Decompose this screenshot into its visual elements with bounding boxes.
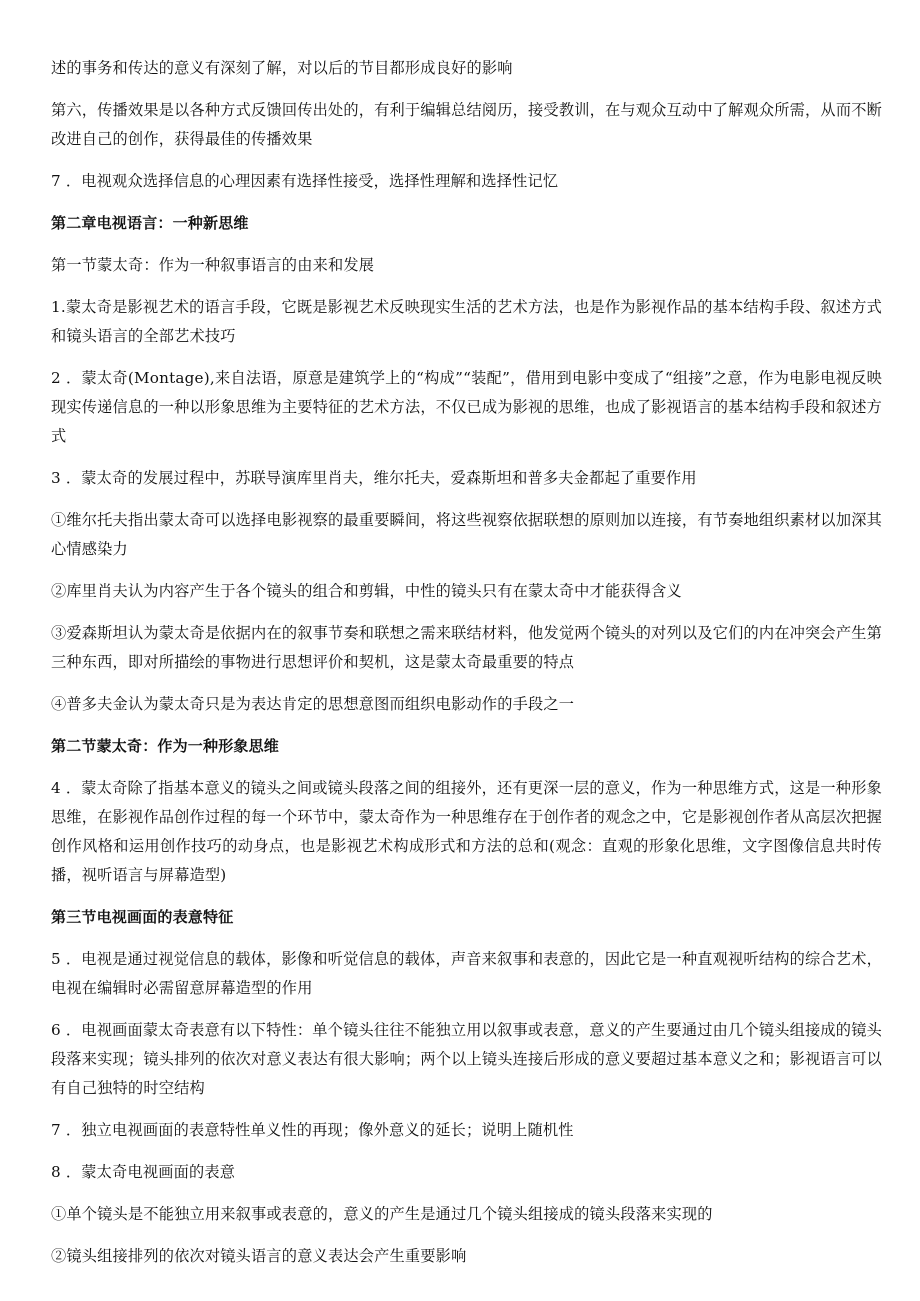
list-item: ①维尔托夫指出蒙太奇可以选择电影视察的最重要瞬间，将这些视察依据联想的原则加以连接，有节奏地组织素材以加深其心情感染力 <box>51 511 882 558</box>
list-item: ②镜头组接排列的依次对镜头语言的意义表达会产生重要影响 <box>51 1247 467 1265</box>
section-title: 第一节蒙太奇：作为一种叙事语言的由来和发展 <box>51 256 375 274</box>
paragraph: 3 ．蒙太奇的发展过程中，苏联导演库里肖夫，维尔托夫，爱森斯坦和普多夫金都起了重要作用 <box>51 469 697 487</box>
list-item: ③爱森斯坦认为蒙太奇是依据内在的叙事节奏和联想之需来联结材料，他发觉两个镜头的对列以及它们的内在冲突会产生第三种东西，即对所描绘的事物进行思想评价和契机，这是蒙太奇最重要的特点 <box>51 624 882 671</box>
paragraph: 6 ．电视画面蒙太奇表意有以下特性：单个镜头往往不能独立用以叙事或表意，意义的产生要通过由几个镜头组接成的镜头段落来实现；镜头排列的依次对意义表达有很大影响；两个以上镜头连接后形成的意义要超过基本意义之和；影视语言可以有自己独特的时空结构 <box>51 1021 882 1097</box>
paragraph: 2 ．蒙太奇(Montage),来自法语，原意是建筑学上的“构成”“装配”，借用到电影中变成了“组接”之意，作为电影电视反映现实传递信息的一种以形象思维为主要特征的艺术方法，不仅已成为影视的思维，也成了影视语言的基本结构手段和叙述方式 <box>51 369 882 445</box>
paragraph: 第六，传播效果是以各种方式反馈回传出处的，有利于编辑总结阅历，接受教训，在与观众互动中了解观众所需，从而不断改进自己的创作，获得最佳的传播效果 <box>51 101 882 148</box>
paragraph: 7 ．独立电视画面的表意特性单义性的再现；像外意义的延长；说明上随机性 <box>51 1121 574 1139</box>
list-item: ②库里肖夫认为内容产生于各个镜头的组合和剪辑，中性的镜头只有在蒙太奇中才能获得含义 <box>51 582 682 600</box>
paragraph: 4 ．蒙太奇除了指基本意义的镜头之间或镜头段落之间的组接外，还有更深一层的意义，作为一种思维方式，这是一种形象思维，在影视作品创作过程的每一个环节中，蒙太奇作为一种思维存在于创作者的观念之中，它是影视创作者从高层次把握创作风格和运用创作技巧的动身点，也是影视艺术构成形式和方法的总和(观念：直观的形象化思维，文字图像信息共时传播，视听语言与屏幕造型) <box>51 779 882 884</box>
paragraph: 7 ．电视观众选择信息的心理因素有选择性接受，选择性理解和选择性记忆 <box>51 172 559 190</box>
paragraph: 8 ．蒙太奇电视画面的表意 <box>51 1163 236 1181</box>
section-heading: 第三节电视画面的表意特征 <box>51 908 234 926</box>
paragraph: 5 ．电视是通过视觉信息的载体，影像和听觉信息的载体，声音来叙事和表意的，因此它是一种直观视听结构的综合艺术，电视在编辑时必需留意屏幕造型的作用 <box>51 950 882 997</box>
chapter-heading: 第二章电视语言：一种新思维 <box>51 214 249 232</box>
list-item: ①单个镜头是不能独立用来叙事或表意的，意义的产生是通过几个镜头组接成的镜头段落来实现的 <box>51 1205 713 1223</box>
paragraph: 述的事务和传达的意义有深刻了解，对以后的节目都形成良好的影响 <box>51 59 513 77</box>
section-heading: 第二节蒙太奇：作为一种形象思维 <box>51 737 280 755</box>
paragraph: 1.蒙太奇是影视艺术的语言手段，它既是影视艺术反映现实生活的艺术方法，也是作为影视作品的基本结构手段、叙述方式和镜头语言的全部艺术技巧 <box>51 298 882 345</box>
list-item: ④普多夫金认为蒙太奇只是为表达肯定的思想意图而组织电影动作的手段之一 <box>51 695 575 713</box>
